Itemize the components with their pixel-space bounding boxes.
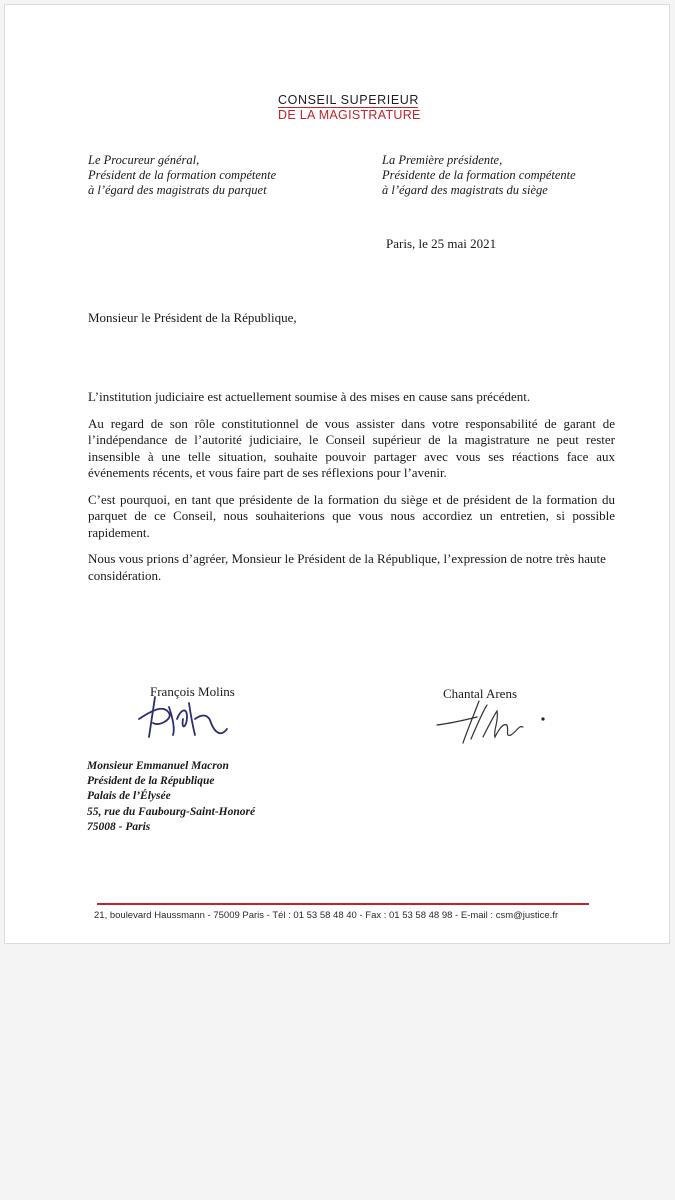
logo-title-line2: DE LA MAGISTRATURE [278,108,421,122]
recipient-line: Palais de l’Élysée [87,790,171,803]
footer-divider [97,903,589,905]
sender-right-block [382,153,576,198]
recipient-address [87,759,255,835]
footer-contact: 21, boulevard Haussmann - 75009 Paris - Tél : 01 53 58 48 40 - Fax : 01 53 58 48 98 - E-mail : csm@justice.fr [94,910,559,921]
sender-left-line: à l’égard des magistrats du parquet [88,183,267,197]
sender-right-line: à l’égard des magistrats du siège [382,183,548,197]
sender-right-line: Présidente de la formation compétente [382,168,576,182]
body-paragraph: Au regard de son rôle constitutionnel de vous assister dans votre responsabilité de garant de l’indépendance de l’autorité judiciaire, le Conseil supérieur de la magistrature ne peut rester insensible à une telle situation, souhaite pouvoir partager avec vous ses réactions face aux événements récents, et vous faire part de ses réflexions pour l’avenir. [88,415,615,480]
body-paragraph: Nous vous prions d’agréer, Monsieur le Président de la République, l’expression de notre très haute considération. [88,551,606,583]
signatory-right-name: Chantal Arens [443,686,518,701]
body-paragraph: L’institution judiciaire est actuellement soumise à des mises en cause sans précédent. [88,389,531,404]
signatory-left-name: François Molins [150,684,235,699]
recipient-line: 55, rue du Faubourg-Saint-Honoré [87,805,256,818]
logo-title-line1: CONSEIL SUPERIEUR [278,93,420,107]
signature-right-image [433,695,553,751]
recipient-line: Monsieur Emmanuel Macron [87,760,229,772]
letter-body [88,389,615,594]
sender-left-line: Le Procureur général, [88,153,200,167]
sender-left-block [88,153,276,198]
letter-page [4,4,670,944]
recipient-line: 75008 - Paris [87,820,151,833]
body-paragraph: C’est pourquoi, en tant que présidente de la formation du siège et de président de la formation du parquet de ce Conseil, nous souhaiterions que vous nous accordiez un entretien, si possible rapidement. [88,491,615,540]
letter-date: Paris, le 25 mai 2021 [386,236,497,251]
recipient-line: Président de la République [87,775,215,788]
salutation: Monsieur le Président de la République, [88,310,297,325]
signature-left-image [129,689,239,749]
sender-left-line: Président de la formation compétente [88,168,277,182]
sender-right-line: La Première présidente, [382,153,503,167]
